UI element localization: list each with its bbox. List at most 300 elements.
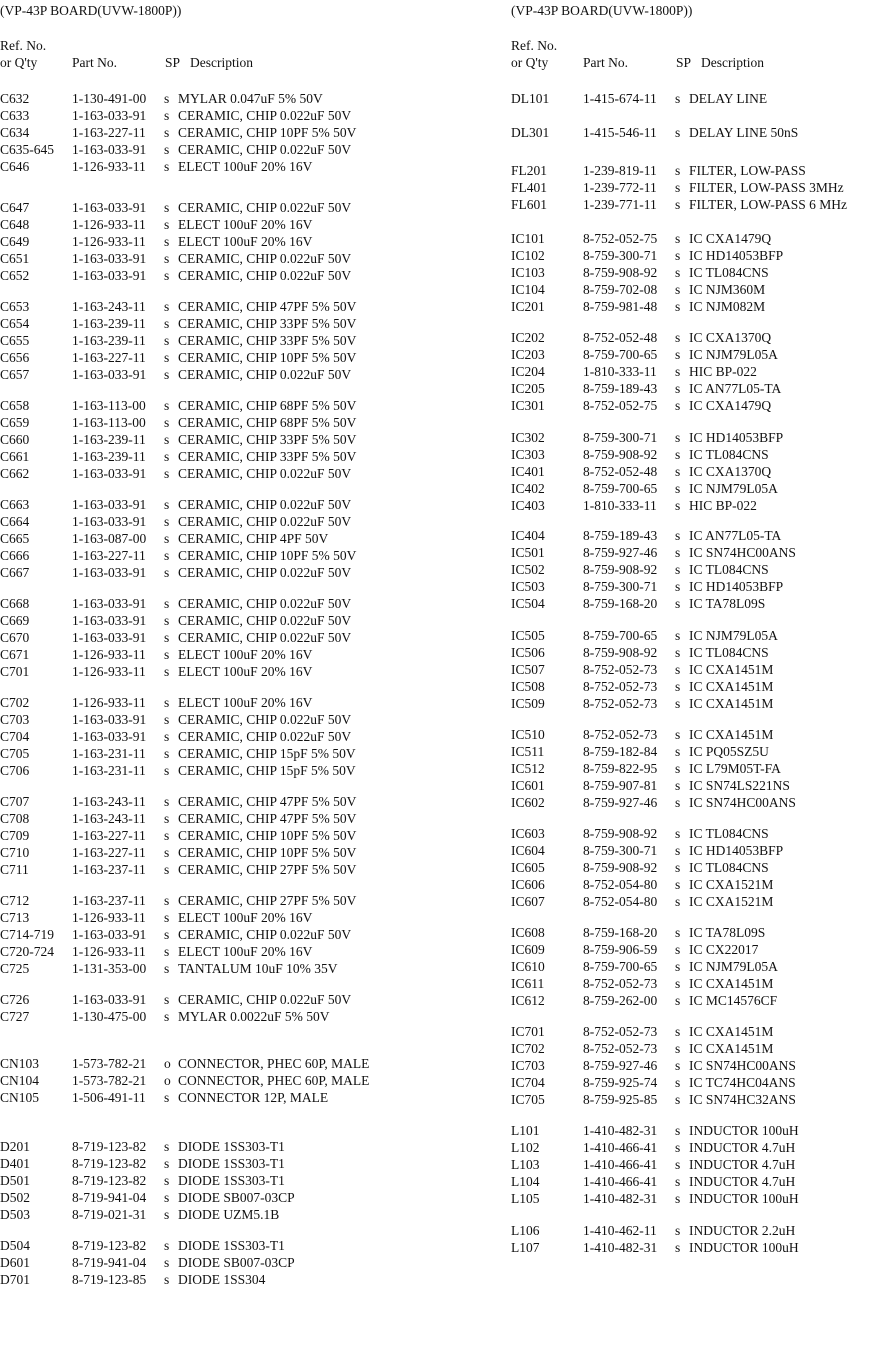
ref-no: C720-724 xyxy=(0,943,54,959)
ref-no: L103 xyxy=(511,1156,540,1172)
sp-code: s xyxy=(164,158,170,174)
sp-code: s xyxy=(164,1238,170,1253)
sp-code: s xyxy=(675,760,681,776)
part-no: 8-759-908-92 xyxy=(583,561,658,577)
part-no: 8-752-052-73 xyxy=(583,695,658,711)
ref-no: C649 xyxy=(0,233,30,249)
sp-code: s xyxy=(675,958,681,974)
sp-code: s xyxy=(164,267,170,283)
sp-code: s xyxy=(164,1139,170,1154)
part-no: 1-130-491-00 xyxy=(72,91,147,106)
ref-no: D502 xyxy=(0,1189,30,1205)
ref-no: C667 xyxy=(0,564,30,580)
sp-code: s xyxy=(675,876,681,892)
description: IC HD14053BFP xyxy=(689,430,784,445)
part-no: 1-163-231-11 xyxy=(72,762,146,778)
description: CERAMIC, CHIP 0.022uF 50V xyxy=(178,141,352,157)
part-no: 8-719-021-31 xyxy=(72,1206,147,1222)
ref-no: IC302 xyxy=(511,430,545,445)
description: IC CXA1451M xyxy=(689,695,774,711)
sp-code: s xyxy=(675,1173,681,1189)
part-no: 1-126-933-11 xyxy=(72,663,146,679)
ref-no: IC204 xyxy=(511,363,545,379)
sp-code: s xyxy=(164,629,170,645)
part-no: 8-759-262-00 xyxy=(583,992,658,1008)
description: DIODE SB007-03CP xyxy=(178,1189,295,1205)
ref-no: C646 xyxy=(0,158,30,174)
ref-no: IC203 xyxy=(511,346,545,362)
sp-code: s xyxy=(675,578,681,594)
ref-no: C661 xyxy=(0,448,30,464)
sp-code: s xyxy=(164,366,170,382)
sp-code: s xyxy=(675,480,681,496)
sp-code: s xyxy=(675,893,681,909)
part-no: 1-131-353-00 xyxy=(72,960,147,976)
part-no: 1-506-491-11 xyxy=(72,1089,146,1105)
sp-code: s xyxy=(164,250,170,266)
sp-code: s xyxy=(675,298,681,314)
ref-no: D601 xyxy=(0,1254,30,1270)
sp-code: s xyxy=(675,842,681,858)
part-no: 8-752-052-73 xyxy=(583,661,658,677)
sp-code: s xyxy=(164,861,170,877)
ref-no: D501 xyxy=(0,1172,30,1188)
description: CERAMIC, CHIP 0.022uF 50V xyxy=(178,107,352,123)
ref-no: IC404 xyxy=(511,528,545,543)
ref-no: C712 xyxy=(0,893,30,908)
sp-code: s xyxy=(164,299,170,314)
description: CERAMIC, CHIP 0.022uF 50V xyxy=(178,465,352,481)
ref-no: C668 xyxy=(0,596,30,611)
sp-code: s xyxy=(675,1139,681,1155)
sp-code: s xyxy=(675,125,681,140)
ref-no: L105 xyxy=(511,1190,540,1206)
description: IC TL084CNS xyxy=(689,264,769,280)
sp-code: s xyxy=(675,446,681,462)
part-no: 8-752-052-73 xyxy=(583,678,658,694)
part-no: 1-163-033-91 xyxy=(72,629,147,645)
part-no: 8-719-941-04 xyxy=(72,1254,147,1270)
ref-no: IC703 xyxy=(511,1057,545,1073)
ref-no: C665 xyxy=(0,530,30,546)
part-no: 1-163-227-11 xyxy=(72,547,146,563)
part-no: 8-752-054-80 xyxy=(583,876,658,892)
ref-no: C725 xyxy=(0,960,30,976)
sp-code: s xyxy=(675,628,681,643)
part-no: 1-163-243-11 xyxy=(72,794,146,809)
ref-no: IC501 xyxy=(511,544,545,560)
part-no: 8-759-700-65 xyxy=(583,958,658,974)
description: MYLAR 0.0022uF 5% 50V xyxy=(178,1008,330,1024)
ref-no: C656 xyxy=(0,349,30,365)
part-no: 1-410-462-11 xyxy=(583,1223,657,1238)
description: CERAMIC, CHIP 0.022uF 50V xyxy=(178,267,352,283)
description: IC SN74HC32ANS xyxy=(689,1091,796,1107)
sp-code: s xyxy=(675,247,681,263)
part-no: 1-163-033-91 xyxy=(72,250,147,266)
description: ELECT 100uF 20% 16V xyxy=(178,943,313,959)
sp-code: o xyxy=(164,1056,171,1071)
description: IC TL084CNS xyxy=(689,446,769,462)
sp-code: s xyxy=(164,711,170,727)
ref-no: DL301 xyxy=(511,125,550,140)
description: IC TL084CNS xyxy=(689,826,769,841)
part-no: 1-410-466-41 xyxy=(583,1139,658,1155)
sp-code: s xyxy=(164,465,170,481)
ref-no: IC701 xyxy=(511,1024,545,1039)
description: CERAMIC, CHIP 15pF 5% 50V xyxy=(178,762,356,778)
description: IC HD14053BFP xyxy=(689,247,784,263)
ref-no: IC702 xyxy=(511,1040,545,1056)
part-no: 8-759-925-85 xyxy=(583,1091,658,1107)
sp-code: s xyxy=(164,992,170,1007)
sp-code: s xyxy=(675,826,681,841)
description: IC TL084CNS xyxy=(689,561,769,577)
sp-code: s xyxy=(164,349,170,365)
description: IC CXA1451M xyxy=(689,727,774,742)
sp-code: s xyxy=(164,1089,170,1105)
sp-code: s xyxy=(675,678,681,694)
ref-no: C727 xyxy=(0,1008,30,1024)
part-no: 8-759-908-92 xyxy=(583,446,658,462)
ref-no: C633 xyxy=(0,107,30,123)
sp-code: s xyxy=(675,777,681,793)
part-no: 8-752-052-75 xyxy=(583,231,658,246)
description: IC TL084CNS xyxy=(689,644,769,660)
part-no: 8-759-927-46 xyxy=(583,1057,658,1073)
part-no: 8-719-123-82 xyxy=(72,1238,147,1253)
ref-no: D201 xyxy=(0,1139,30,1154)
part-no: 8-719-123-82 xyxy=(72,1139,147,1154)
sp-code: s xyxy=(164,926,170,942)
ref-no: IC402 xyxy=(511,480,545,496)
part-no: 8-759-925-74 xyxy=(583,1074,658,1090)
sp-heading: SP xyxy=(676,55,692,70)
description: IC HD14053BFP xyxy=(689,842,784,858)
ref-no: IC104 xyxy=(511,281,545,297)
ref-no: C647 xyxy=(0,200,30,215)
description: IC CXA1521M xyxy=(689,893,774,909)
description: IC CXA1521M xyxy=(689,876,774,892)
description: CERAMIC, CHIP 0.022uF 50V xyxy=(178,926,352,942)
part-no: 8-759-906-59 xyxy=(583,941,658,957)
ref-no: C634 xyxy=(0,124,30,140)
description: CERAMIC, CHIP 0.022uF 50V xyxy=(178,250,352,266)
description: DIODE UZM5.1B xyxy=(178,1206,280,1222)
part-no: 8-759-189-43 xyxy=(583,528,658,543)
sp-code: s xyxy=(675,397,681,413)
sp-code: s xyxy=(675,1156,681,1172)
description: IC TA78L09S xyxy=(689,595,766,611)
description: IC NJM79L05A xyxy=(689,480,778,496)
part-no: 1-163-227-11 xyxy=(72,827,146,843)
description: IC MC14576CF xyxy=(689,992,778,1008)
part-no: 1-239-772-11 xyxy=(583,179,657,195)
sp-code: s xyxy=(164,497,170,512)
description: ELECT 100uF 20% 16V xyxy=(178,909,313,925)
part-no: 8-759-300-71 xyxy=(583,578,658,594)
description-heading: Description xyxy=(190,55,253,70)
ref-no: DL101 xyxy=(511,91,550,106)
ref-no: IC612 xyxy=(511,992,545,1008)
sp-heading: SP xyxy=(165,55,181,70)
description: CERAMIC, CHIP 0.022uF 50V xyxy=(178,711,352,727)
ref-no: C654 xyxy=(0,315,30,331)
sp-code: s xyxy=(164,810,170,826)
ref-no: C652 xyxy=(0,267,30,283)
ref-no: IC602 xyxy=(511,794,545,810)
ref-no: IC303 xyxy=(511,446,545,462)
description: CERAMIC, CHIP 0.022uF 50V xyxy=(178,992,352,1007)
part-no: 1-130-475-00 xyxy=(72,1008,147,1024)
part-no: 1-126-933-11 xyxy=(72,158,146,174)
part-no: 1-126-933-11 xyxy=(72,216,146,232)
ref-no: C705 xyxy=(0,745,30,761)
description: CERAMIC, CHIP 10PF 5% 50V xyxy=(178,844,357,860)
ref-no: C664 xyxy=(0,513,30,529)
qty-heading: or Q'ty xyxy=(511,55,549,70)
description: INDUCTOR 2.2uH xyxy=(689,1223,796,1238)
description: ELECT 100uF 20% 16V xyxy=(178,695,313,710)
ref-no: C657 xyxy=(0,366,30,382)
ref-no: C666 xyxy=(0,547,30,563)
part-no: 1-410-482-31 xyxy=(583,1239,658,1255)
description: CERAMIC, CHIP 0.022uF 50V xyxy=(178,612,352,628)
part-no: 1-410-482-31 xyxy=(583,1123,658,1138)
sp-code: s xyxy=(164,547,170,563)
part-no: 1-410-482-31 xyxy=(583,1190,658,1206)
description: DIODE 1SS303-T1 xyxy=(178,1172,285,1188)
sp-code: s xyxy=(675,1223,681,1238)
ref-no: IC603 xyxy=(511,826,545,841)
part-no: 1-163-033-91 xyxy=(72,107,147,123)
part-no: 8-719-123-82 xyxy=(72,1172,147,1188)
description: ELECT 100uF 20% 16V xyxy=(178,663,313,679)
sp-code: s xyxy=(675,595,681,611)
sp-code: s xyxy=(675,231,681,246)
sp-code: s xyxy=(675,1091,681,1107)
description: CERAMIC, CHIP 0.022uF 50V xyxy=(178,629,352,645)
sp-code: s xyxy=(164,893,170,908)
sp-code: s xyxy=(164,91,170,106)
ref-no: IC504 xyxy=(511,595,545,611)
description: ELECT 100uF 20% 16V xyxy=(178,233,313,249)
description: IC TL084CNS xyxy=(689,859,769,875)
sp-code: o xyxy=(164,1072,171,1088)
sp-code: s xyxy=(164,1172,170,1188)
part-no: 1-163-033-91 xyxy=(72,200,147,215)
sp-code: s xyxy=(164,216,170,232)
sp-code: s xyxy=(675,91,681,106)
part-no: 1-415-674-11 xyxy=(583,91,657,106)
description: CERAMIC, CHIP 10PF 5% 50V xyxy=(178,349,357,365)
part-no: 8-752-052-75 xyxy=(583,397,658,413)
ref-no: C706 xyxy=(0,762,30,778)
sp-code: s xyxy=(164,728,170,744)
part-no: 8-759-700-65 xyxy=(583,628,658,643)
description: CERAMIC, CHIP 27PF 5% 50V xyxy=(178,861,357,877)
description: CERAMIC, CHIP 33PF 5% 50V xyxy=(178,332,357,348)
description: CERAMIC, CHIP 68PF 5% 50V xyxy=(178,398,357,413)
part-no: 1-163-231-11 xyxy=(72,745,146,761)
ref-no: C669 xyxy=(0,612,30,628)
description: IC NJM082M xyxy=(689,298,766,314)
sp-code: s xyxy=(675,1190,681,1206)
description: CONNECTOR, PHEC 60P, MALE xyxy=(178,1072,370,1088)
part-no: 8-752-052-73 xyxy=(583,1024,658,1039)
description: IC L79M05T-FA xyxy=(689,760,781,776)
sp-code: s xyxy=(675,794,681,810)
part-no: 1-163-033-91 xyxy=(72,513,147,529)
sp-code: s xyxy=(675,1239,681,1255)
description: CERAMIC, CHIP 10PF 5% 50V xyxy=(178,124,357,140)
sp-code: s xyxy=(675,363,681,379)
sp-code: s xyxy=(164,233,170,249)
ref-no: C711 xyxy=(0,861,29,877)
ref-no: C709 xyxy=(0,827,30,843)
sp-code: s xyxy=(675,463,681,479)
part-no: 1-573-782-21 xyxy=(72,1056,147,1071)
description: CERAMIC, CHIP 33PF 5% 50V xyxy=(178,315,357,331)
part-no: 1-163-033-91 xyxy=(72,711,147,727)
description: CERAMIC, CHIP 47PF 5% 50V xyxy=(178,299,357,314)
description: IC SN74HC00ANS xyxy=(689,544,796,560)
part-no: 1-163-033-91 xyxy=(72,728,147,744)
part-no: 8-752-052-48 xyxy=(583,330,658,345)
part-no: 1-126-933-11 xyxy=(72,943,146,959)
part-no: 1-415-546-11 xyxy=(583,125,657,140)
part-no: 8-759-702-08 xyxy=(583,281,658,297)
part-no: 1-163-243-11 xyxy=(72,810,146,826)
description: TANTALUM 10uF 10% 35V xyxy=(178,960,338,976)
part-no: 1-126-933-11 xyxy=(72,695,146,710)
description: CERAMIC, CHIP 15pF 5% 50V xyxy=(178,745,356,761)
part-no: 8-759-908-92 xyxy=(583,644,658,660)
ref-no: L104 xyxy=(511,1173,540,1189)
description: INDUCTOR 4.7uH xyxy=(689,1173,796,1189)
description: CONNECTOR, PHEC 60P, MALE xyxy=(178,1056,370,1071)
description: FILTER, LOW-PASS xyxy=(689,163,806,178)
part-no: 8-759-908-92 xyxy=(583,859,658,875)
ref-no: CN105 xyxy=(0,1089,40,1105)
part-no: 1-163-239-11 xyxy=(72,315,146,331)
ref-no: IC101 xyxy=(511,231,545,246)
description: ELECT 100uF 20% 16V xyxy=(178,646,313,662)
part-no: 8-759-168-20 xyxy=(583,925,658,940)
sp-code: s xyxy=(675,497,681,513)
sp-code: s xyxy=(675,179,681,195)
sp-code: s xyxy=(675,281,681,297)
sp-code: s xyxy=(164,124,170,140)
part-no: 8-719-123-85 xyxy=(72,1271,147,1287)
description: HIC BP-022 xyxy=(689,497,757,513)
ref-no: L102 xyxy=(511,1139,540,1155)
part-no: 1-163-237-11 xyxy=(72,861,146,877)
ref-no: C726 xyxy=(0,992,30,1007)
part-no: 1-163-239-11 xyxy=(72,332,146,348)
description: IC NJM79L05A xyxy=(689,628,778,643)
description: IC CXA1451M xyxy=(689,975,774,991)
part-no: 8-759-927-46 xyxy=(583,544,658,560)
sp-code: s xyxy=(675,528,681,543)
part-no: 8-759-300-71 xyxy=(583,842,658,858)
ref-no: C710 xyxy=(0,844,30,860)
ref-no: C651 xyxy=(0,250,30,266)
ref-no: C658 xyxy=(0,398,30,413)
sp-code: s xyxy=(164,762,170,778)
ref-no: IC705 xyxy=(511,1091,545,1107)
description: INDUCTOR 100uH xyxy=(689,1123,799,1138)
board-header: (VP-43P BOARD(UVW-1800P)) xyxy=(511,3,693,18)
qty-heading: or Q'ty xyxy=(0,55,38,70)
ref-no: C655 xyxy=(0,332,30,348)
ref-no: C703 xyxy=(0,711,30,727)
ref-no: C707 xyxy=(0,794,30,809)
ref-no: L106 xyxy=(511,1223,540,1238)
description: IC CXA1451M xyxy=(689,661,774,677)
sp-code: s xyxy=(164,414,170,430)
description: CERAMIC, CHIP 10PF 5% 50V xyxy=(178,827,357,843)
part-no: 1-239-771-11 xyxy=(583,196,657,212)
part-no: 8-759-700-65 xyxy=(583,346,658,362)
ref-no: IC202 xyxy=(511,330,545,345)
part-no: 1-163-033-91 xyxy=(72,612,147,628)
description: DIODE 1SS304 xyxy=(178,1271,266,1287)
part-no: 1-163-239-11 xyxy=(72,448,146,464)
description: CERAMIC, CHIP 47PF 5% 50V xyxy=(178,810,357,826)
description: IC SN74LS221NS xyxy=(689,777,790,793)
ref-no: C635-645 xyxy=(0,141,54,157)
part-no: 1-163-033-91 xyxy=(72,992,147,1007)
description: FILTER, LOW-PASS 6 MHz xyxy=(689,196,848,212)
sp-code: s xyxy=(164,960,170,976)
part-no: 8-752-054-80 xyxy=(583,893,658,909)
description: DIODE 1SS303-T1 xyxy=(178,1238,285,1253)
sp-code: s xyxy=(164,513,170,529)
part-no: 1-163-033-91 xyxy=(72,465,147,481)
sp-code: s xyxy=(675,430,681,445)
description: CERAMIC, CHIP 68PF 5% 50V xyxy=(178,414,357,430)
ref-no: C704 xyxy=(0,728,30,744)
description: FILTER, LOW-PASS 3MHz xyxy=(689,179,844,195)
description: ELECT 100uF 20% 16V xyxy=(178,158,313,174)
sp-code: s xyxy=(164,612,170,628)
sp-code: s xyxy=(164,431,170,447)
description: DELAY LINE xyxy=(689,91,768,106)
part-no: 8-759-300-71 xyxy=(583,247,658,263)
description: CERAMIC, CHIP 47PF 5% 50V xyxy=(178,794,357,809)
part-no: 8-759-189-43 xyxy=(583,380,658,396)
column-header xyxy=(0,37,253,71)
ref-no: IC605 xyxy=(511,859,545,875)
description: IC HD14053BFP xyxy=(689,578,784,594)
description: IC CXA1370Q xyxy=(689,463,772,479)
part-no: 1-163-227-11 xyxy=(72,124,146,140)
sp-code: s xyxy=(675,661,681,677)
part-no: 8-752-052-73 xyxy=(583,975,658,991)
part-no: 1-163-033-91 xyxy=(72,596,147,611)
part-no: 1-163-239-11 xyxy=(72,431,146,447)
part-no: 1-163-243-11 xyxy=(72,299,146,314)
sp-code: s xyxy=(164,448,170,464)
ref-no: IC205 xyxy=(511,380,545,396)
sp-code: s xyxy=(675,1123,681,1138)
description: IC CXA1451M xyxy=(689,678,774,694)
sp-code: s xyxy=(164,141,170,157)
description: CERAMIC, CHIP 27PF 5% 50V xyxy=(178,893,357,908)
ref-no-heading: Ref. No. xyxy=(0,38,47,53)
ref-no: L107 xyxy=(511,1239,540,1255)
